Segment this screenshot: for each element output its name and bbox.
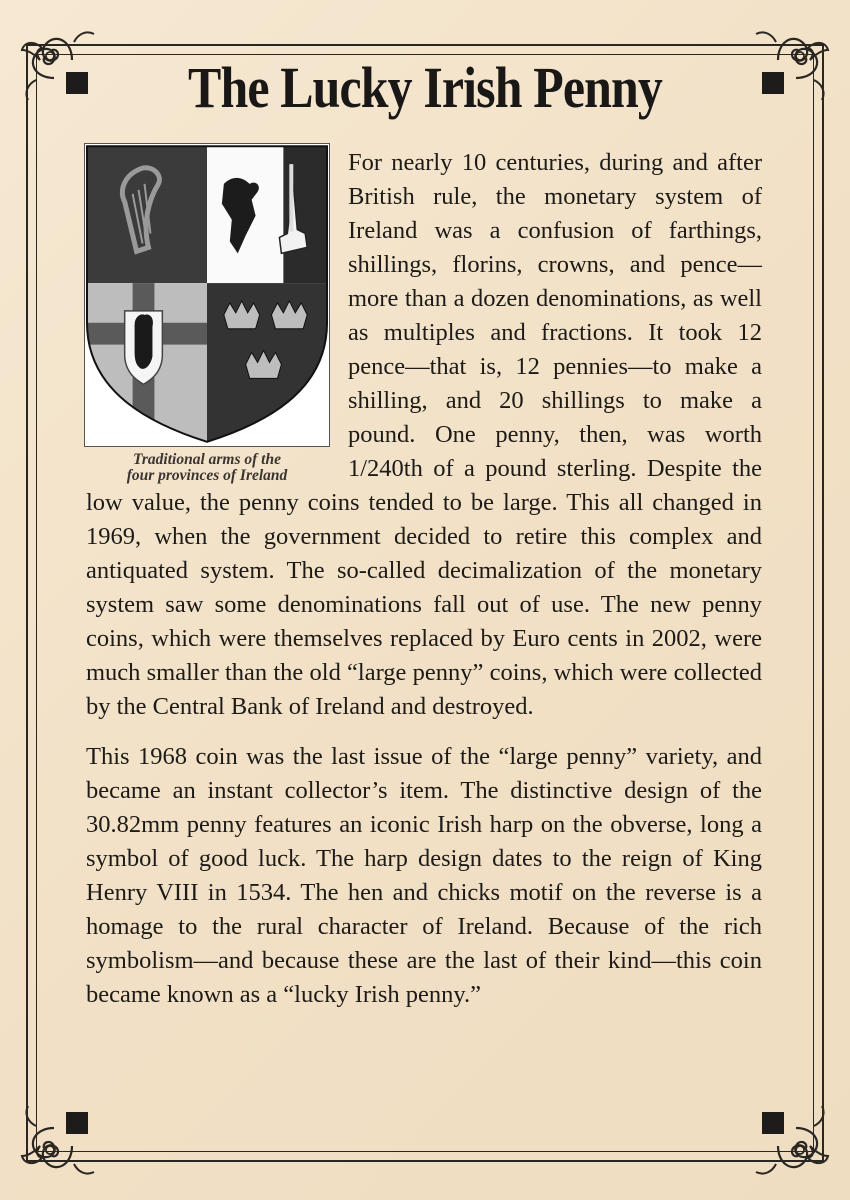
- figure-spacer: [86, 146, 348, 482]
- caption-line: four provinces of Ireland: [126, 467, 288, 484]
- caption-line: Traditional arms of the: [133, 451, 281, 468]
- fleur-de-lis-corner-icon: [14, 1076, 124, 1186]
- article-body: [86, 146, 762, 1012]
- paragraph: This 1968 coin was the last issue of the “large penny” variety, and became an instant collector’s item. The distinctive design of the 30.82mm penny features an iconic Irish harp on the obverse, long a symbol of good luck. The harp design dates to the reign of King Henry VIII in 1534. The hen and chicks motif on the reverse is a homage to the rural character of Ireland. Because of the rich symbolism—and because these are the last of their kind—this coin became known as a “lucky Irish penny.”: [86, 743, 762, 1008]
- paragraph: For nearly 10 centuries, during and after British rule, the monetary system of Ireland was a confusion of farthings, shillings, florins, crowns, and pence—more than a dozen denominations, as well as multiples and fractions. It took 12 pence—that is, 12 pennies—to make a shilling, and 20 shillings to make a pound. One penny, then, was worth 1/240th of a pound sterling. Despite the low value, the penny coins tended to be large. This all changed in 1969, when the government decided to retire this complex and antiquated system. The so-called decimalization of the monetary system saw some denominations fall out of use. The new penny coins, which were themselves replaced by Euro cents in 2002, were much smaller than the old “large penny” coins, which were collected by the Central Bank of Ireland and destroyed.: [86, 149, 762, 720]
- fleur-de-lis-corner-icon: [726, 1076, 836, 1186]
- page-title: The Lucky Irish Penny: [188, 55, 662, 120]
